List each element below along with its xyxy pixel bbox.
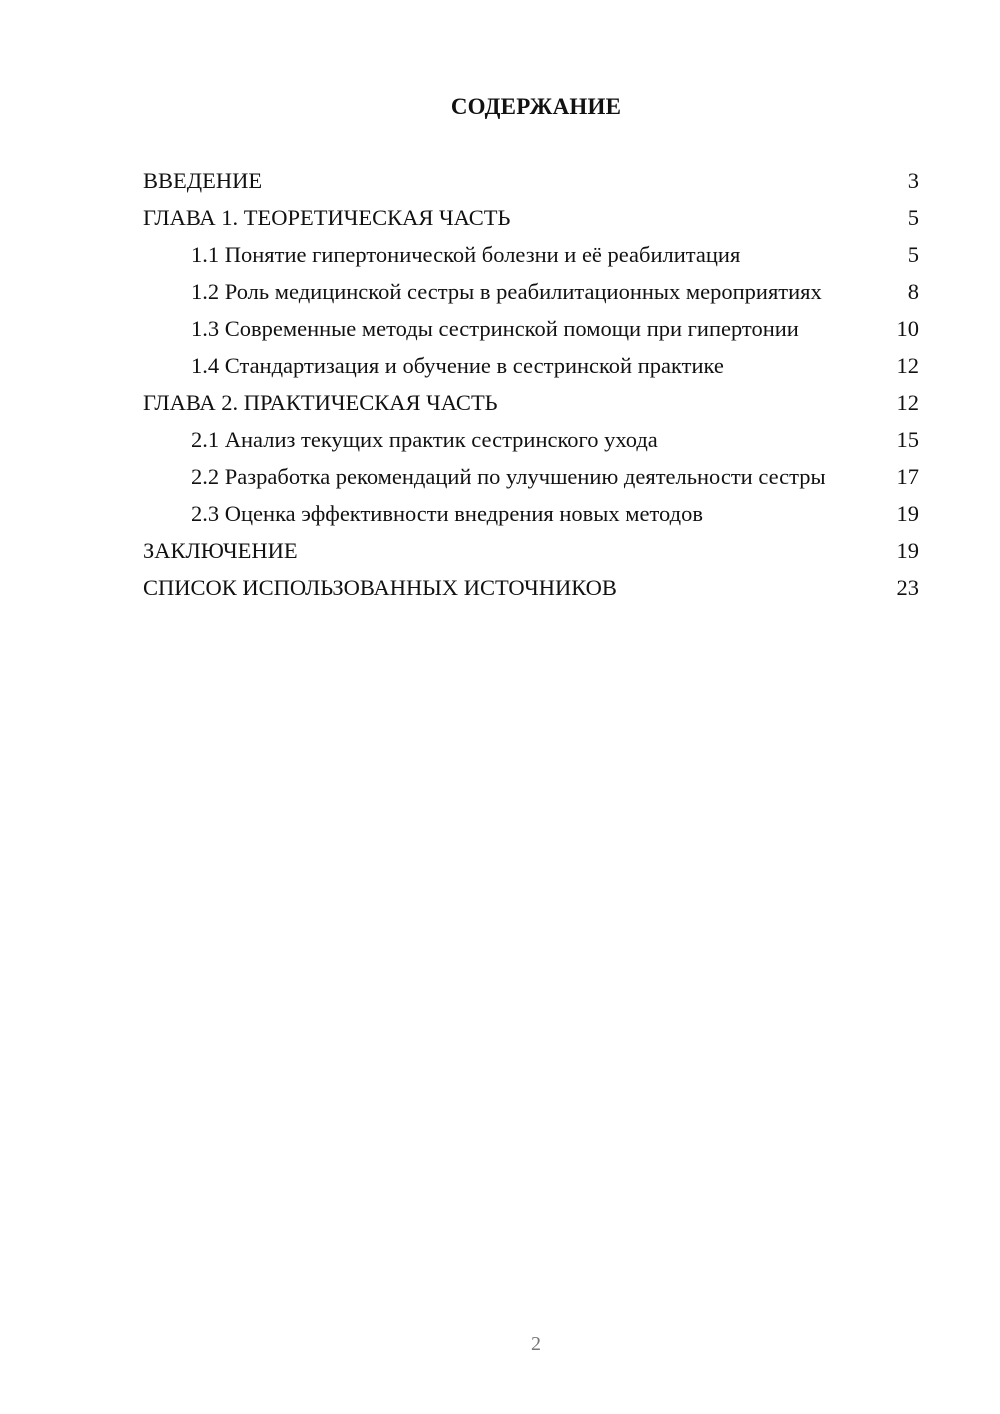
toc-entry-page: 15 — [896, 427, 919, 452]
toc-entry-text: 2.1 Анализ текущих практик сестринского ухода — [191, 427, 658, 452]
toc-entry-text: ГЛАВА 2. ПРАКТИЧЕСКАЯ ЧАСТЬ — [143, 390, 498, 415]
toc-entry-text: 1.4 Стандартизация и обучение в сестринской практике — [191, 353, 724, 378]
toc-entry-page: 19 — [896, 501, 919, 526]
toc-entry-text: ГЛАВА 1. ТЕОРЕТИЧЕСКАЯ ЧАСТЬ — [143, 205, 511, 230]
toc-entry-introduction — [143, 168, 919, 195]
toc-entry-text: 2.2 Разработка рекомендаций по улучшению деятельности сестры — [191, 464, 826, 489]
toc-entry-page: 12 — [896, 353, 919, 378]
toc-entry-text: 1.2 Роль медицинской сестры в реабилитационных мероприятиях — [191, 279, 822, 304]
toc-entry-section-2-3 — [143, 501, 919, 528]
toc-entry-chapter-2 — [143, 390, 919, 417]
toc-entry-section-1-4 — [143, 353, 919, 380]
table-of-contents — [143, 168, 919, 612]
toc-entry-page: 19 — [896, 538, 919, 563]
toc-entry-text: СПИСОК ИСПОЛЬЗОВАННЫХ ИСТОЧНИКОВ — [143, 575, 617, 600]
toc-entry-section-2-2 — [143, 464, 919, 491]
page-number: 2 — [531, 1333, 541, 1355]
toc-entry-text: 1.1 Понятие гипертонической болезни и её реабилитация — [191, 242, 741, 267]
toc-entry-references — [143, 575, 919, 602]
toc-entry-text: 1.3 Современные методы сестринской помощи при гипертонии — [191, 316, 799, 341]
toc-entry-section-1-1 — [143, 242, 919, 269]
toc-entry-page: 12 — [896, 390, 919, 415]
toc-entry-text: ЗАКЛЮЧЕНИЕ — [143, 538, 298, 563]
toc-entry-page: 3 — [907, 168, 919, 193]
toc-entry-page: 5 — [907, 205, 919, 230]
toc-entry-chapter-1 — [143, 205, 919, 232]
toc-entry-page: 17 — [896, 464, 919, 489]
toc-title: СОДЕРЖАНИЕ — [450, 94, 622, 119]
toc-entry-text: ВВЕДЕНИЕ — [143, 168, 263, 193]
toc-entry-conclusion — [143, 538, 919, 565]
toc-entry-section-2-1 — [143, 427, 919, 454]
toc-entry-page: 5 — [907, 242, 919, 267]
toc-entry-section-1-2 — [143, 279, 919, 306]
toc-entry-section-1-3 — [143, 316, 919, 343]
toc-entry-text: 2.3 Оценка эффективности внедрения новых методов — [191, 501, 703, 526]
toc-entry-page: 23 — [896, 575, 919, 600]
toc-entry-page: 8 — [907, 279, 919, 304]
toc-entry-page: 10 — [896, 316, 919, 341]
